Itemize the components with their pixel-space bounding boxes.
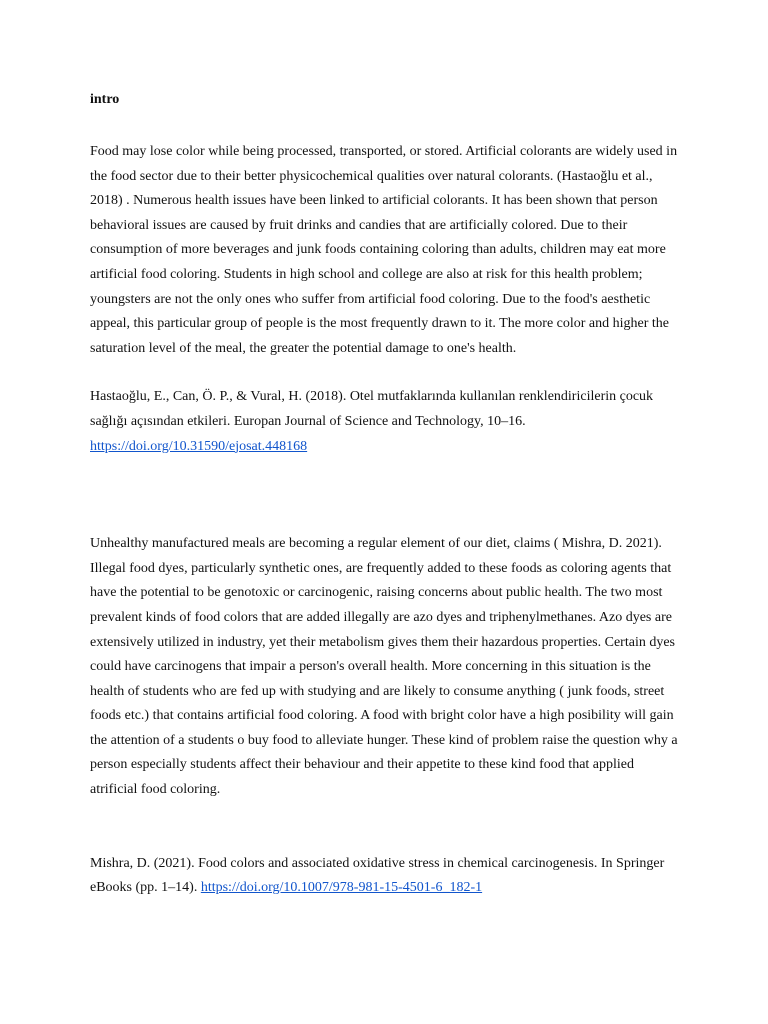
reference-mishra-link[interactable]: https://doi.org/10.1007/978-981-15-4501-6_182-1 [200, 880, 483, 896]
reference-hastaoglu-text: Hastaoğlu, E., Can, Ö. P., & Vural, H. (2018). Otel mutfaklarında kullanılan renklendiricilerin çocuk sağlığı açısından etkileri. Europan Journal of Science and Technology, 10–16. [90, 389, 654, 429]
reference-hastaoglu-link[interactable]: https://doi.org/10.31590/ejosat.448168 [90, 438, 308, 454]
reference-mishra-text: Mishra, D. (2021). Food colors and associated oxidative stress in chemical carcinogenesis. In Springer eBooks (pp. 1–14). [90, 855, 665, 896]
reference-hastaoglu [90, 385, 680, 459]
paragraph-food-dyes: Unhealthy manufactured meals are becoming a regular element of our diet, claims ( Mishra, D. 2021). Illegal food dyes, particularly synthetic ones, are frequently added to these foods as coloring agents that have the potential to be genotoxic or carcinogenic, raising concerns about public health. The two most prevalent kinds of food colors that are added illegally are azo dyes and triphenylmethanes. Azo dyes are extensively utilized in industry, yet their metabolism gives them their hazardous properties. Certain dyes could have carcinogens that impair a person's overall health. More concerning in this situation is the health of students who are fed up with studying and are likely to consume anything ( junk foods, street foods etc.) that contains artificial food coloring. A food with bright color have a high posibility will gain the attention of a students o buy food to alleviate hunger. These kind of problem raise the question why a person especially students affect their behaviour and their appetite to these kind food that applied atrificial food coloring. [90, 536, 678, 798]
reference-mishra [90, 852, 680, 901]
paragraph-intro: Food may lose color while being processed, transported, or stored. Artificial colorants are widely used in the food sector due to their better physicochemical qualities over natural colorants. (Hastaoğlu et al., 2018) . Numerous health issues have been linked to artificial colorants. It has been shown that person behavioral issues are caused by fruit drinks and candies that are artificially colored. Due to their consumption of more beverages and junk foods containing coloring than adults, children may eat more artificial food coloring. Students in high school and college are also at risk for this health problem; youngsters are not the only ones who suffer from artificial food coloring. Due to the food's aesthetic appeal, this particular group of people is the most frequently drawn to it. The more color and higher the saturation level of the meal, the greater the potential damage to one's health. [90, 144, 678, 356]
section-heading: intro [90, 92, 120, 107]
